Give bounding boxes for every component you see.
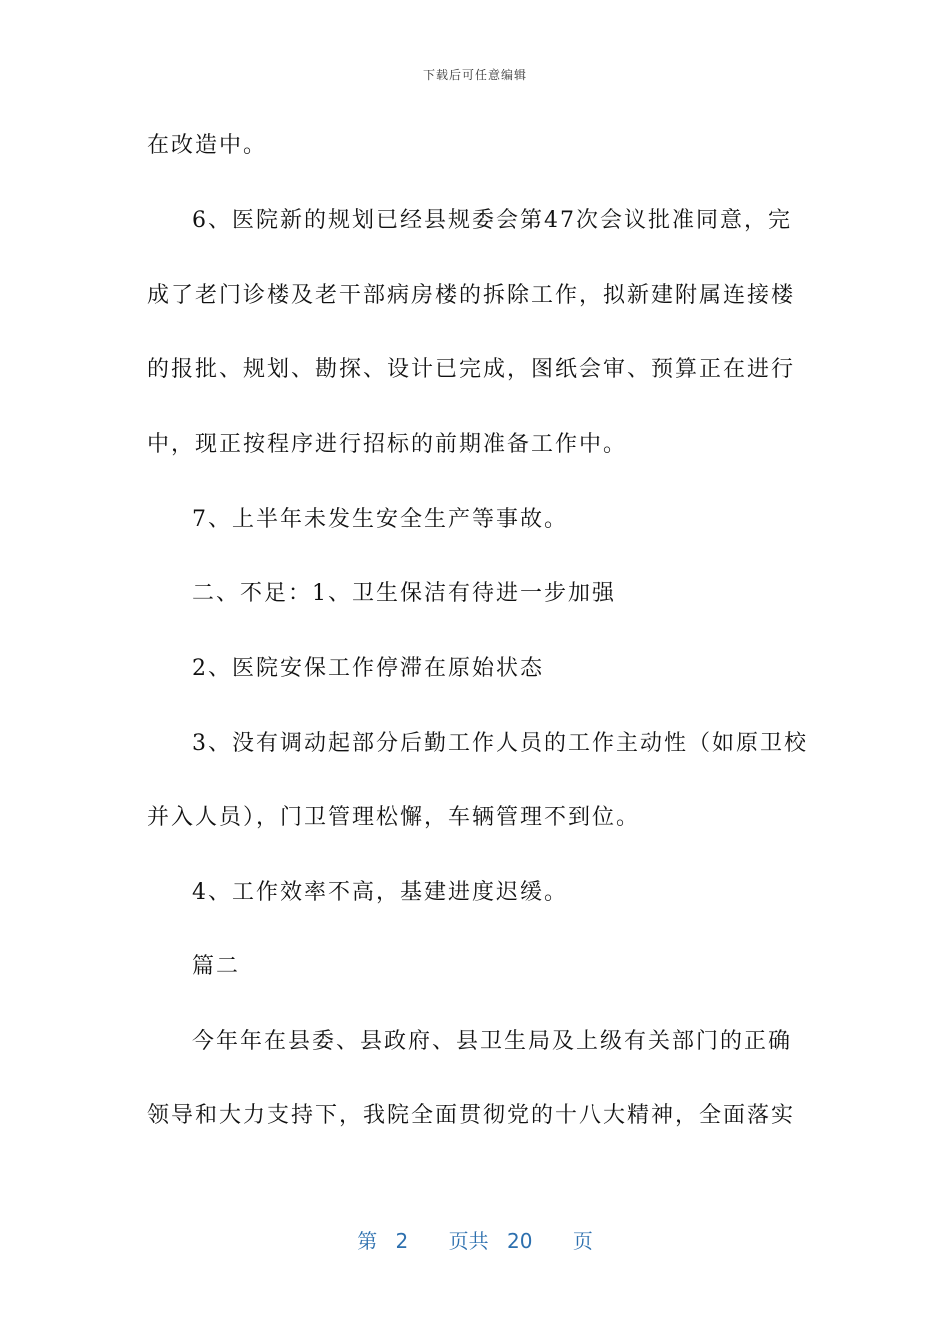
- body-line: 领导和大力支持下，我院全面贯彻党的十八大精神，全面落实: [147, 1103, 796, 1128]
- body-line: 4、工作效率不高，基建进度迟缓。: [192, 880, 568, 905]
- body-line: 在改造中。: [147, 133, 268, 158]
- footer-page-mid: 页共: [448, 1229, 489, 1253]
- footer-current-page: 2: [395, 1229, 409, 1253]
- page-footer: [0, 1225, 950, 1254]
- footer-page-suffix: 页: [572, 1229, 593, 1253]
- body-line: 中，现正按程序进行招标的前期准备工作中。: [147, 432, 628, 457]
- header-note: 下载后可任意编辑: [422, 68, 527, 82]
- body-line: 并入人员），门卫管理松懈，车辆管理不到位。: [147, 805, 641, 830]
- body-line: 今年年在县委、县政府、县卫生局及上级有关部门的正确: [192, 1029, 793, 1054]
- section-heading: 篇二: [192, 954, 241, 979]
- body-line: 二、不足：1、卫生保洁有待进一步加强: [192, 581, 616, 606]
- footer-page-prefix: 第: [357, 1229, 378, 1253]
- body-line: 7、上半年未发生安全生产等事故。: [192, 507, 568, 532]
- body-line: 3、没有调动起部分后勤工作人员的工作主动性（如原卫校: [192, 731, 808, 756]
- body-line: 6、医院新的规划已经县规委会第47次会议批准同意，完: [192, 208, 792, 233]
- body-line: 2、医院安保工作停滞在原始状态: [192, 656, 544, 681]
- body-line: 的报批、规划、勘探、设计已完成，图纸会审、预算正在进行: [147, 357, 796, 382]
- body-line: 成了老门诊楼及老干部病房楼的拆除工作，拟新建附属连接楼: [147, 283, 796, 308]
- footer-total-pages: 20: [507, 1229, 533, 1253]
